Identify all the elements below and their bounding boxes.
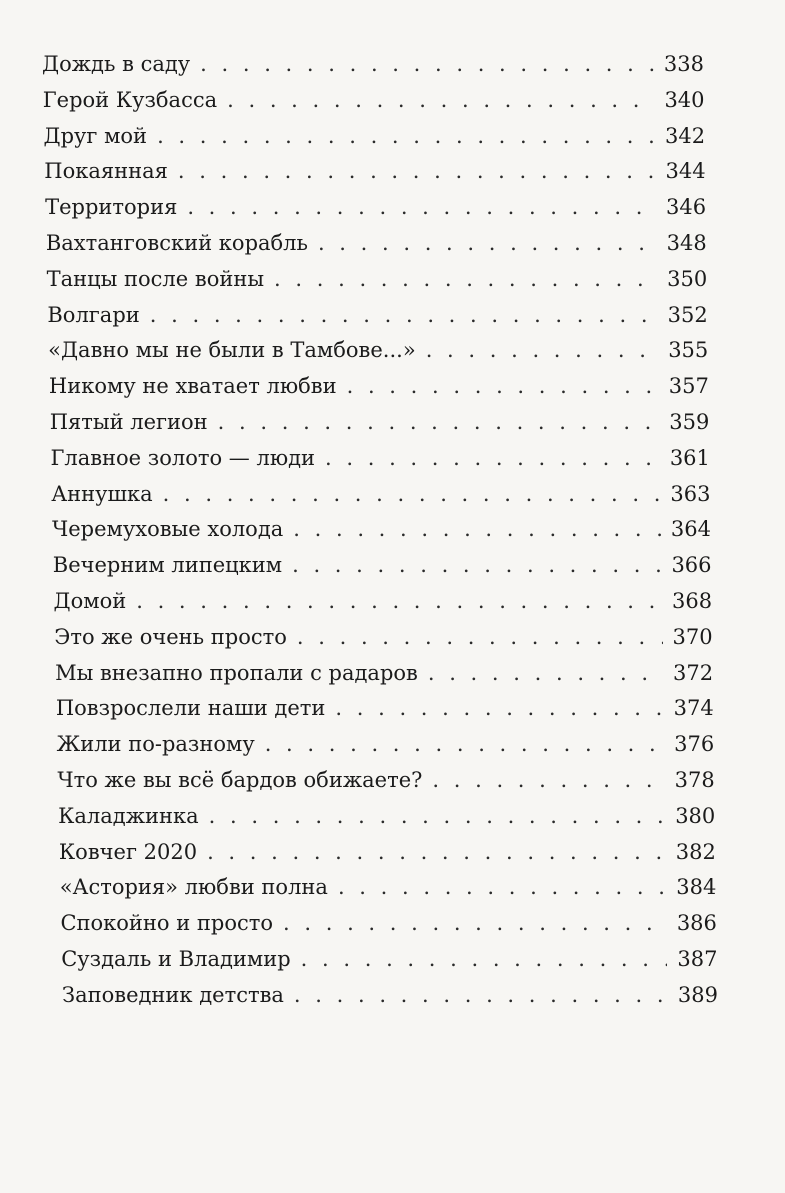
toc-entry-title: Вахтанговский корабль [45, 231, 308, 255]
dot-leader [207, 834, 666, 870]
toc-entry-page-number: 384 [676, 875, 717, 900]
toc-entry [53, 547, 712, 583]
toc-entry-title: Заповедник детства [62, 982, 284, 1007]
dot-leader [335, 690, 663, 726]
dot-leader [297, 619, 663, 655]
toc-entry-page-number: 361 [669, 445, 710, 470]
toc-entry [56, 690, 714, 726]
toc-entry-title: Друг мой [43, 123, 148, 148]
toc-entry [51, 476, 710, 512]
toc-entry-page-number: 340 [664, 87, 705, 112]
toc-entry-page-number: 342 [664, 123, 706, 148]
toc-entry-page-number: 386 [676, 911, 717, 936]
dot-leader [200, 46, 654, 82]
toc-entry-page-number: 368 [671, 589, 713, 613]
toc-entry [57, 762, 714, 798]
toc-entry-title: Ковчег 2020 [58, 839, 198, 864]
toc-entry [58, 798, 715, 834]
toc-entry [62, 977, 718, 1013]
dot-leader [136, 583, 662, 619]
dot-leader [318, 225, 657, 261]
dot-leader [209, 798, 666, 834]
dot-leader [265, 726, 665, 762]
dot-leader [347, 368, 659, 404]
dot-leader [338, 869, 666, 905]
toc-entry-page-number: 366 [671, 553, 712, 578]
toc-entry-title: Суздаль и Владимир [61, 947, 291, 971]
toc-entry-page-number: 350 [667, 266, 708, 291]
toc-entry-page-number: 344 [665, 159, 706, 184]
toc-entry-title: Каладжинка [58, 803, 199, 828]
toc-entry-title: Волгари [47, 302, 140, 327]
toc-entry [54, 619, 712, 655]
toc-entry-title: Пятый легион [49, 410, 208, 434]
toc-entry-title: «Давно мы не были в Тамбове...» [48, 338, 416, 363]
toc-entry-title: Дождь в саду [42, 52, 191, 76]
toc-entry [44, 118, 706, 154]
toc-entry-page-number: 338 [663, 52, 704, 76]
dot-leader [157, 118, 655, 154]
toc-entry-page-number: 382 [675, 839, 716, 864]
toc-entry-page-number: 352 [667, 302, 708, 327]
dot-leader [187, 189, 656, 225]
toc-entry [45, 189, 706, 225]
toc-entry-title: Танцы после войны [46, 266, 265, 291]
toc-entry-page-number: 376 [674, 732, 715, 757]
toc-entry [50, 404, 710, 440]
toc-entry [43, 82, 705, 118]
toc-entry [46, 225, 707, 261]
toc-entry [47, 261, 708, 297]
toc-entry-title: Покаянная [44, 159, 168, 184]
toc-entry-title: Главное золото — люди [50, 445, 316, 470]
dot-leader [426, 332, 659, 368]
toc-entry-title: Аннушка [51, 481, 153, 506]
toc-entry-page-number: 389 [677, 982, 718, 1007]
toc-entry-page-number: 346 [666, 195, 707, 220]
toc-entry-title: Повзрослели наши дети [55, 696, 326, 721]
toc-entry [42, 46, 704, 82]
toc-entry-page-number: 370 [672, 624, 713, 649]
toc-entry-title: «Астория» любви полна [59, 875, 328, 900]
toc-entry-title: Вечерним липецким [52, 553, 283, 578]
toc-entry-page-number: 359 [669, 410, 710, 434]
toc-entry [49, 368, 709, 404]
toc-entry-title: Домой [53, 589, 127, 613]
toc-entry [52, 511, 711, 547]
toc-entry [54, 583, 713, 619]
dot-leader [432, 762, 664, 798]
toc-entry-page-number: 355 [668, 338, 709, 363]
toc-entry [48, 332, 708, 368]
dot-leader [325, 440, 660, 476]
dot-leader [301, 941, 668, 977]
toc-entry-page-number: 387 [677, 947, 718, 971]
toc-entry [59, 834, 716, 870]
toc-entry-title: Никому не хватает любви [48, 374, 337, 399]
toc-entry [57, 726, 715, 762]
toc-entry-title: Что же вы всё бардов обижаете? [57, 768, 423, 792]
toc-entry [60, 905, 716, 941]
toc-entry [61, 941, 717, 977]
toc-entry [50, 440, 709, 476]
toc-entry-page-number: 378 [674, 768, 715, 792]
toc-entry-title: Жили по-разному [56, 732, 255, 757]
dot-leader [178, 153, 656, 189]
toc-entry [60, 869, 717, 905]
toc-entry-page-number: 374 [673, 696, 714, 721]
toc-entry [44, 153, 705, 189]
toc-entry-page-number: 357 [668, 374, 709, 399]
toc-entry-page-number: 348 [666, 231, 707, 255]
toc-entry [47, 297, 707, 333]
dot-leader [274, 261, 657, 297]
dot-leader [293, 511, 661, 547]
toc-entry [55, 655, 713, 691]
toc-entry-page-number: 372 [673, 660, 714, 685]
dot-leader [428, 655, 663, 691]
toc-entry-title: Мы внезапно пропали с радаров [55, 660, 418, 685]
toc-entry-title: Территория [45, 195, 178, 220]
dot-leader [150, 297, 658, 333]
toc-entry-title: Это же очень просто [54, 624, 287, 649]
toc-entry-page-number: 380 [675, 803, 716, 828]
dot-leader [283, 905, 667, 941]
toc-entry-title: Спокойно и просто [60, 911, 274, 936]
toc-entry-title: Черемуховые холода [52, 517, 284, 542]
dot-leader [218, 404, 660, 440]
dot-leader [163, 476, 661, 512]
toc-entry-page-number: 364 [670, 517, 711, 542]
dot-leader [292, 547, 661, 583]
dot-leader [294, 977, 668, 1013]
toc-entry-title: Герой Кузбасса [42, 87, 218, 112]
toc-entry-page-number: 363 [670, 481, 711, 506]
dot-leader [227, 82, 654, 118]
